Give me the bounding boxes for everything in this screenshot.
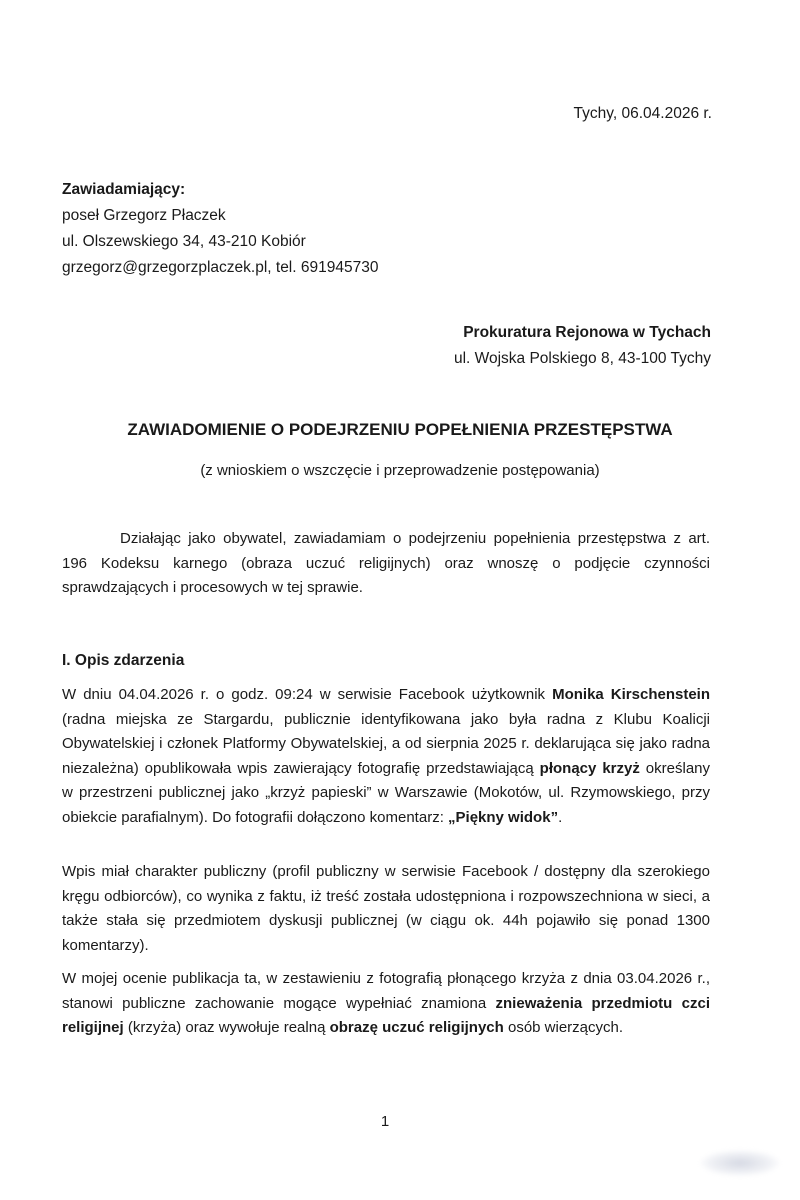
p1-text-b: (radna miejska ze Stargardu, publicznie identyfikowana jako była radna z Klubu Koalicji Obywatelskiej i członek Platformy Obywatelskiej, a od sierpnia 2025 r. deklarująca się jako radna niezależna) opublikowała wpis zawierający fotografię przedstawiającą — [62, 710, 710, 777]
sender-address: ul. Olszewskiego 34, 43-210 Kobiór — [62, 233, 306, 250]
page-number: 1 — [380, 1113, 390, 1130]
recipient-block — [454, 320, 711, 372]
event-description-paragraph — [62, 683, 710, 830]
public-nature-paragraph: Wpis miał charakter publiczny (profil publiczny w serwisie Facebook / dostępny dla szerokiego kręgu odbiorców), co wynika z faktu, iż treść została udostępniona i rozpowszechniona w sieci, a także stała się przedmiotem dyskusji publicznej (w ciągu ok. 44h pojawiło się ponad 1300 komentarzy). — [62, 863, 710, 954]
p3-text-a: W mojej ocenie publikacja ta, w zestawieniu z fotografią płonącego krzyża z dnia 03.04.2026 r., stanowi publiczne zachowanie mogące wypełniać znamiona — [62, 970, 710, 1012]
sender-label: Zawiadamiający: — [62, 181, 186, 198]
p3-text-d: osób wierzących. — [503, 1019, 624, 1036]
p3-text-c: (krzyża) oraz wywołuje realną — [123, 1019, 330, 1036]
assessment-paragraph — [62, 967, 710, 1041]
comment-quote: „Piękny widok” — [448, 808, 559, 826]
offense-phrase: obrazę uczuć religijnych — [329, 1019, 504, 1036]
intro-paragraph: Działając jako obywatel, zawiadamiam o podejrzeniu popełnienia przestępstwa z art. 196 Kodeksu karnego (obraza uczuć religijnych) oraz wnoszę o podjęcie czynności sprawdzających i procesowych w tej sprawie. — [62, 530, 710, 596]
place-date: Tychy, 06.04.2026 r. — [573, 105, 712, 122]
document-subtitle: (z wnioskiem o wszczęcie i przeprowadzenie postępowania) — [200, 462, 600, 479]
desecration-phrase: znieważenia przedmiotu czci religijnej — [62, 994, 710, 1036]
user-name: Monika Kirschenstein — [552, 686, 710, 703]
section-heading: I. Opis zdarzenia — [62, 652, 185, 669]
document-title: ZAWIADOMIENIE O PODEJRZENIU POPEŁNIENIA PRZESTĘPSTWA — [127, 420, 673, 439]
sender-name: poseł Grzegorz Płaczek — [62, 207, 226, 224]
burning-cross-phrase: płonący krzyż — [539, 759, 640, 777]
sender-block — [62, 177, 378, 281]
p1-text-d: . — [558, 808, 563, 826]
p1-text-a: W dniu 04.04.2026 r. o godz. 09:24 w serwisie Facebook użytkownik — [62, 686, 553, 703]
p1-text-c: określany w przestrzeni publicznej jako „krzyż papieski” w Warszawie (Mokotów, ul. Rzymowskiego, przy obiekcie parafialnym). Do fotografii dołączono komentarz: — [62, 759, 710, 826]
recipient-address: ul. Wojska Polskiego 8, 43-100 Tychy — [453, 350, 711, 367]
blurred-signature-mark — [700, 1150, 780, 1176]
recipient-office: Prokuratura Rejonowa w Tychach — [463, 324, 711, 341]
sender-contact: grzegorz@grzegorzplaczek.pl, tel. 691945730 — [62, 259, 379, 276]
